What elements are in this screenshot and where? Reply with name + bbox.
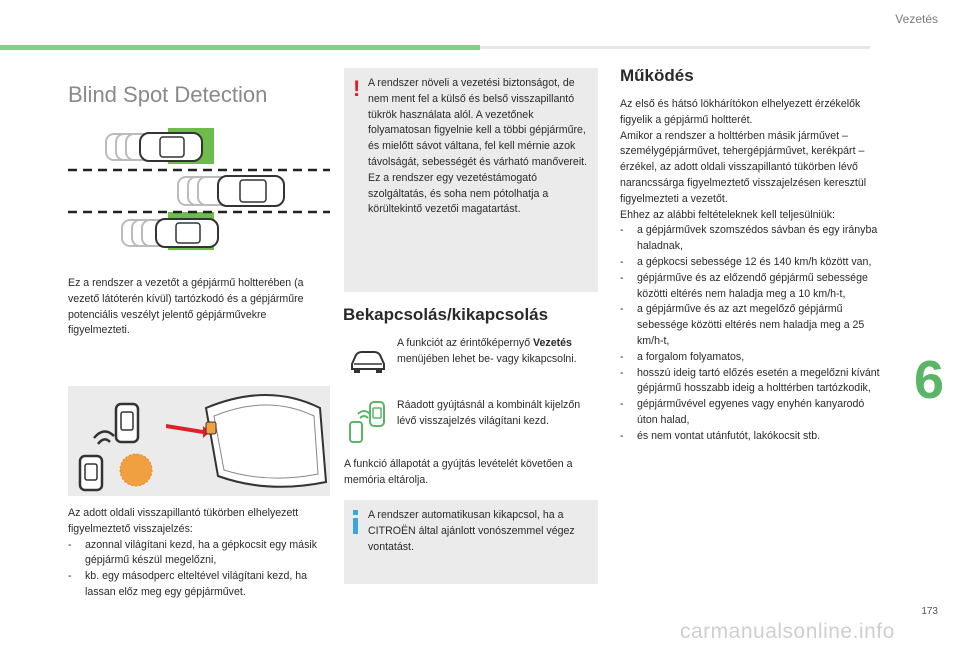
touchscreen-text-2: menüjében lehet be- vagy kikapcsolni. <box>397 352 577 365</box>
chapter-tab[interactable] <box>898 334 960 426</box>
dashboard-row <box>344 398 598 450</box>
list-item: - a forgalom folyamatos, <box>620 350 882 366</box>
list-item: - azonnal világítani kezd, ha a gépkocsit egy másik gépjármű készül megelőzni, <box>68 538 330 570</box>
watermark: carmanualsonline.info <box>680 620 895 643</box>
info-box <box>344 500 598 584</box>
warning-text <box>368 76 592 218</box>
list-item: - hosszú ideig tartó előzés esetén a megelőzni kívánt gépjármű hosszabb ideig a holttérben tartózkodik, <box>620 366 882 398</box>
touchscreen-row <box>344 336 598 386</box>
dashboard-text: Ráadott gyújtásnál a kombinált kijelzőn lévő visszajelzés világítani kezd. <box>397 399 581 427</box>
mirror-warning-illustration <box>68 386 330 496</box>
operation-p2: Amikor a rendszer a holttérben másik járművet – személygépjárművet, tehergépjárművet, kerékpárt – érzékel, az adott oldali visszapillantó tükörben lévő narancssárga figyelmeztető visszajelzésen keresztül figyelmezteti a vezetőt. <box>620 129 867 205</box>
list-item: - gépjárművével egyenes vagy enyhén kanyarodó úton halad, <box>620 397 882 429</box>
mirror-intro: Az adott oldali visszapillantó tükörben elhelyezett figyelmeztető visszajelzés: <box>68 507 299 535</box>
warning-box <box>344 68 598 292</box>
section-title: Vezetés <box>895 12 938 26</box>
memory-paragraph: A funkció állapotát a gyújtás levételét követően a memória eltárolja. <box>344 458 573 486</box>
list-item: - és nem vontat utánfutót, lakókocsit stb. <box>620 429 882 445</box>
list-item: - gépjárműve és az előzendő gépjármű sebessége közötti eltérés nem haladja meg a 10 km/h-t, <box>620 271 882 303</box>
list-item: - a gépjárműve és az azt megelőző gépjármű sebessége közötti eltérés nem haladja meg a 25 km/h-t, <box>620 302 882 349</box>
operation-p1: Az első és hátsó lökhárítókon elhelyezett érzékelők figyelik a gépjármű holtterét. <box>620 98 861 126</box>
conditions-list <box>620 223 882 444</box>
onoff-heading: Bekapcsolás/kikapcsolás <box>343 305 549 324</box>
operation-p3: Ehhez az alábbi feltételeknek kell teljesülniük: <box>620 208 835 221</box>
warning-text-1: A rendszer növeli a vezetési biztonságot, de nem ment fel a külső és belső visszapillantó tükrök használata alól. A vezetőnek folyamatosan figyelnie kell a többi gépjárműre, és mielőtt sávot váltana, fel kell mérnie azok távolságát, sebességét és várható manővereit. <box>368 77 588 168</box>
header-rule <box>480 46 870 49</box>
mirror-description <box>68 506 330 601</box>
info-text: A rendszer automatikusan kikapcsol, ha a CITROËN által ajánlott vonószemmel végez vontatást. <box>368 509 575 553</box>
chapter-number: 6 <box>913 350 945 410</box>
page-title: Blind Spot Detection <box>68 81 268 107</box>
page-number: 173 <box>921 606 938 617</box>
blind-spot-road-illustration <box>68 116 330 258</box>
car-driving-icon <box>348 346 388 374</box>
operation-heading: Működés <box>620 66 694 85</box>
list-item: - a gépjárművek szomszédos sávban és egy irányba haladnak, <box>620 223 882 255</box>
list-item: - a gépkocsi sebessége 12 és 140 km/h között van, <box>620 255 882 271</box>
info-icon <box>353 510 358 534</box>
touchscreen-text-1: A funkciót az érintőképernyő <box>397 337 531 349</box>
intro-paragraph: Ez a rendszer a vezetőt a gépjármű holtterében (a vezető látóterén kívül) tartózkodó és a gépjárműre potenciális veszélyt jelentő gépjárművekre figyelmezteti. <box>68 277 304 337</box>
warning-icon: ! <box>353 76 361 101</box>
mirror-list <box>68 538 330 601</box>
driving-menu-label: Vezetés <box>533 337 572 349</box>
header-accent-bar <box>0 45 480 50</box>
operation-description <box>620 97 882 445</box>
list-item: - kb. egy másodperc elteltével világítani kezd, ha lassan előz meg egy gépjárművet. <box>68 569 330 601</box>
warning-text-2: Ez a rendszer egy vezetéstámogató szolgáltatás, és soha nem pótolhatja a körültekintő vezetői magatartást. <box>368 171 549 216</box>
blind-spot-indicator-icon <box>346 400 390 444</box>
